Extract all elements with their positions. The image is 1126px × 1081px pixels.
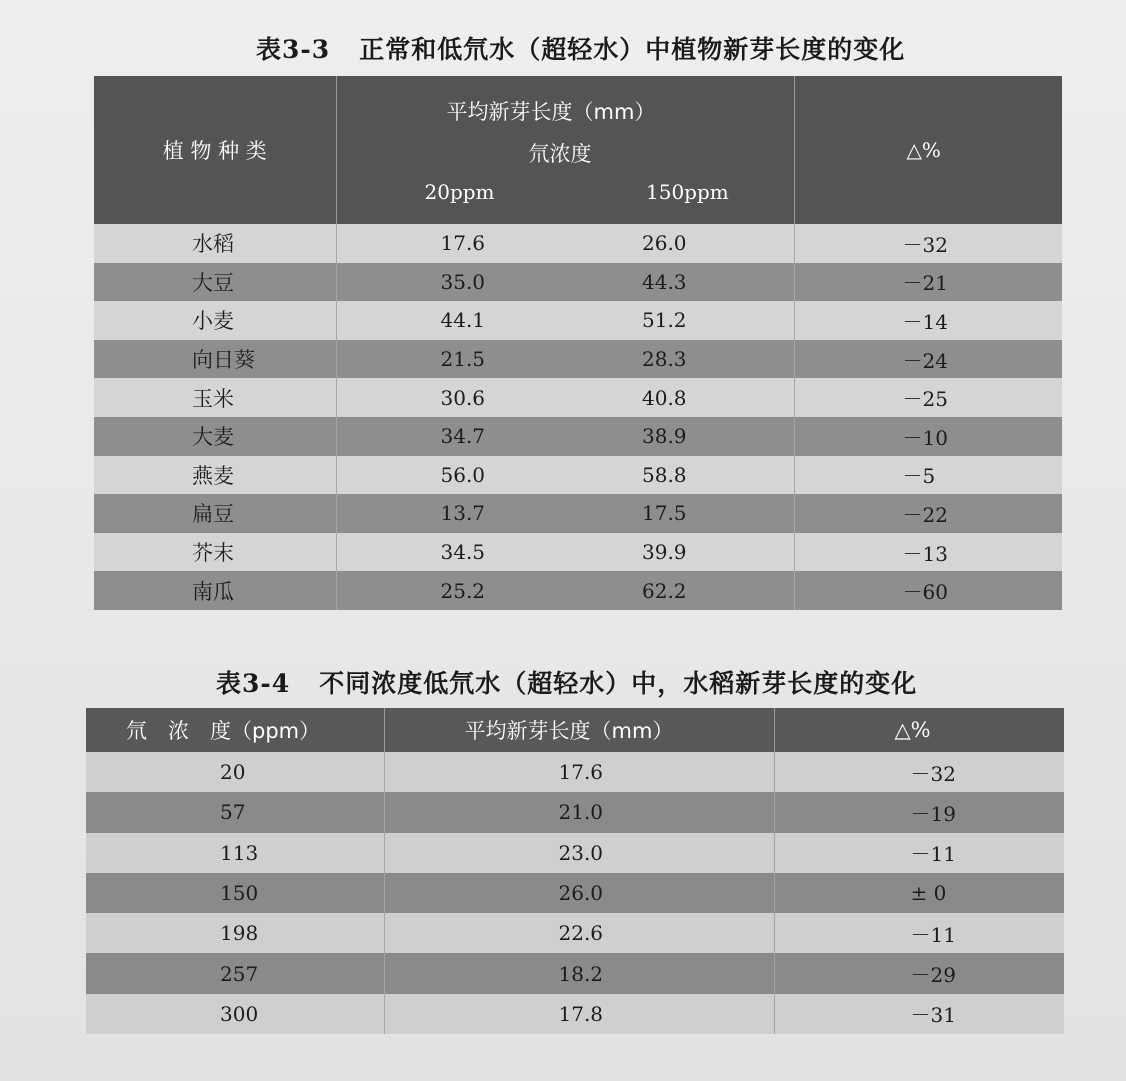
plant-name: 芥末 [94,533,336,572]
concentration-ppm: 57 [86,792,384,832]
table-row [94,378,1062,417]
delta-percent: －22 [794,494,1062,533]
delta-percent: －32 [794,224,1062,263]
delta-percent: －13 [794,533,1062,572]
plant-name: 南瓜 [94,571,336,610]
delta-percent: －19 [774,792,1064,832]
delta-percent: －24 [794,340,1062,379]
table-row [94,571,1062,610]
value-150ppm: 28.3 [642,340,794,379]
header-concentration: 氘浓度 [528,142,592,166]
delta-percent: －25 [794,378,1062,417]
table-row [86,752,1064,792]
delta-percent: －31 [774,994,1064,1034]
value-20ppm: 21.5 [336,340,642,379]
table-row [94,340,1062,379]
value-20ppm: 56.0 [336,456,642,495]
value-150ppm: 40.8 [642,378,794,417]
concentration-ppm: 257 [86,953,384,993]
plant-name: 大麦 [94,417,336,456]
table-row [86,833,1064,873]
table-row [94,301,1062,340]
rice-sprout-concentration-table [86,708,1064,1034]
value-150ppm: 38.9 [642,417,794,456]
avg-sprout-length: 22.6 [384,913,774,953]
table-row [86,873,1064,913]
header-150ppm: 150ppm [646,180,729,204]
table-row [94,533,1062,572]
table-row [86,913,1064,953]
plant-name: 燕麦 [94,456,336,495]
value-20ppm: 44.1 [336,301,642,340]
delta-percent: －60 [794,571,1062,610]
plant-name: 向日葵 [94,340,336,379]
plant-name: 水稻 [94,224,336,263]
table2-caption-title: 不同浓度低氘水（超轻水）中，水稻新芽长度的变化 [319,669,918,698]
delta-percent: －11 [774,833,1064,873]
delta-percent: －32 [774,752,1064,792]
value-20ppm: 34.7 [336,417,642,456]
plant-name: 玉米 [94,378,336,417]
table-row [94,224,1062,263]
table-row [94,456,1062,495]
delta-percent: －29 [774,953,1064,993]
table2-caption [216,664,917,700]
table-row [86,994,1064,1034]
avg-sprout-length: 21.0 [384,792,774,832]
concentration-ppm: 150 [86,873,384,913]
value-150ppm: 62.2 [642,571,794,610]
value-150ppm: 58.8 [642,456,794,495]
value-20ppm: 17.6 [336,224,642,263]
header-delta: △% [906,138,941,162]
value-150ppm: 51.2 [642,301,794,340]
avg-sprout-length: 17.6 [384,752,774,792]
value-150ppm: 44.3 [642,263,794,302]
delta-percent: ± 0 [774,873,1064,913]
table-row [94,263,1062,302]
avg-sprout-length: 17.8 [384,994,774,1034]
concentration-ppm: 113 [86,833,384,873]
concentration-ppm: 300 [86,994,384,1034]
plant-name: 大豆 [94,263,336,302]
value-20ppm: 30.6 [336,378,642,417]
header-plant-type: 植 物 种 类 [162,139,267,163]
delta-percent: －14 [794,301,1062,340]
value-20ppm: 34.5 [336,533,642,572]
delta-percent: －21 [794,263,1062,302]
plant-sprout-length-table [94,76,1062,610]
concentration-ppm: 20 [86,752,384,792]
value-150ppm: 39.9 [642,533,794,572]
table2-caption-number: 表3-4 [216,669,291,698]
plant-name: 扁豆 [94,494,336,533]
header-avg-length: 平均新芽长度（mm） [446,100,656,124]
concentration-ppm: 198 [86,913,384,953]
value-20ppm: 35.0 [336,263,642,302]
table-row [86,792,1064,832]
delta-percent: －11 [774,913,1064,953]
header-delta-2: △% [894,718,931,742]
value-150ppm: 26.0 [642,224,794,263]
avg-sprout-length: 18.2 [384,953,774,993]
value-20ppm: 25.2 [336,571,642,610]
value-20ppm: 13.7 [336,494,642,533]
avg-sprout-length: 26.0 [384,873,774,913]
table1-caption-title: 正常和低氘水（超轻水）中植物新芽长度的变化 [359,35,906,64]
delta-percent: －5 [794,456,1062,495]
header-20ppm: 20ppm [424,180,495,204]
table1-caption [256,30,905,66]
header-avg-length-2: 平均新芽长度（mm） [464,719,674,743]
delta-percent: －10 [794,417,1062,456]
plant-name: 小麦 [94,301,336,340]
table-row [94,417,1062,456]
avg-sprout-length: 23.0 [384,833,774,873]
table-row [94,494,1062,533]
table-row [86,953,1064,993]
header-concentration-ppm: 氘 浓 度（ppm） [126,719,321,743]
value-150ppm: 17.5 [642,494,794,533]
table1-caption-number: 表3-3 [256,35,331,64]
